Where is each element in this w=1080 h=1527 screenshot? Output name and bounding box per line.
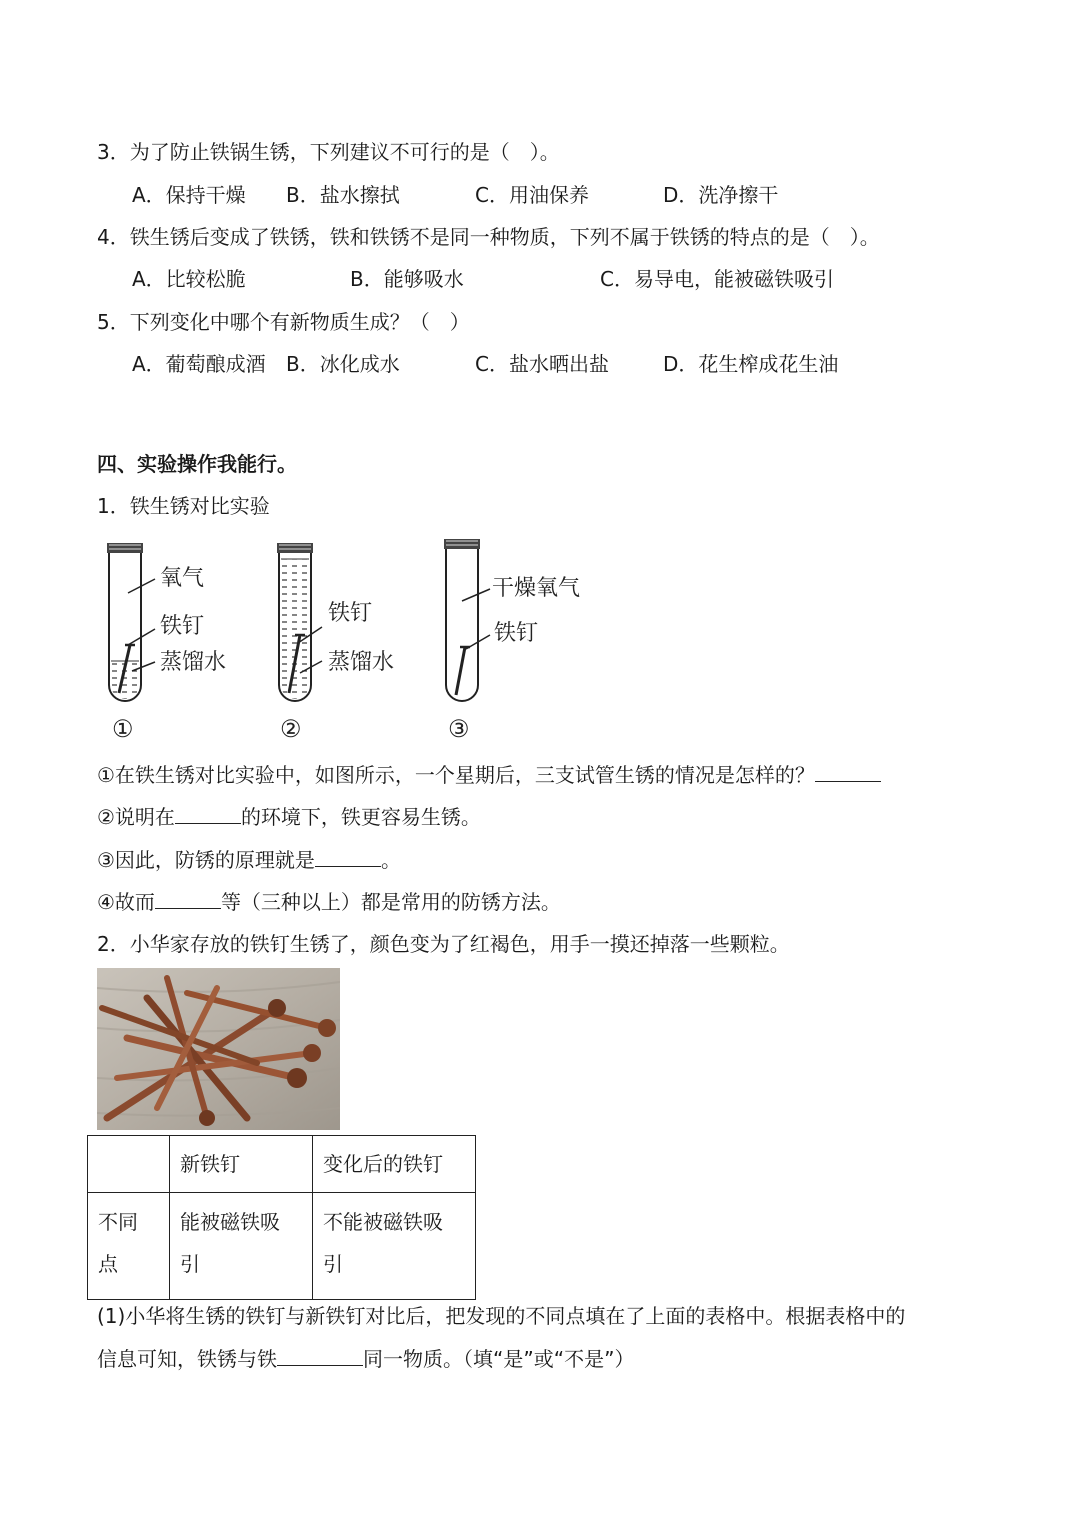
- question-3-stem: 3．为了防止铁锅生锈，下列建议不可行的是（ ）。: [97, 140, 560, 164]
- question-5-option-a: A．葡萄酿成酒: [132, 352, 266, 376]
- test-tube-diagram: [100, 535, 620, 745]
- question-3-option-c: C．用油保养: [475, 183, 589, 207]
- tube-1-number: ①: [112, 715, 134, 743]
- experiment-2-question-1-before: 信息可知，铁锈与铁: [97, 1347, 277, 1371]
- changed-nail-line-1: 不能被磁铁吸: [323, 1210, 443, 1234]
- experiment-1-question-4-after: 等（三种以上）都是常用的防锈方法。: [220, 890, 561, 914]
- table-row: [88, 1193, 476, 1300]
- question-4-option-c: C．易导电，能被磁铁吸引: [600, 267, 834, 291]
- answer-blank[interactable]: [175, 803, 241, 824]
- table-header-new-nail: 新铁钉: [170, 1136, 313, 1193]
- comparison-table: [87, 1135, 476, 1300]
- answer-blank[interactable]: [315, 846, 381, 867]
- answer-blank[interactable]: [277, 1345, 363, 1366]
- experiment-1-question-2: [97, 803, 481, 831]
- experiment-2-question-1-line-1: (1)小华将生锈的铁钉与新铁钉对比后，把发现的不同点填在了上面的表格中。根据表格中的: [97, 1304, 906, 1328]
- changed-nail-line-2: 引: [323, 1252, 343, 1276]
- experiment-1-question-4-before: ④故而: [97, 890, 155, 914]
- table-header-row: [88, 1136, 476, 1193]
- experiment-1-question-3-after: 。: [380, 848, 401, 872]
- tube-2-label-water: 蒸馏水: [328, 650, 395, 675]
- test-tube-1: [107, 543, 226, 743]
- question-5-option-c: C．盐水晒出盐: [475, 352, 609, 376]
- tube-3-number: ③: [448, 715, 470, 743]
- rusty-nails-photo: [97, 968, 340, 1130]
- table-cell-changed-nail: [313, 1193, 476, 1300]
- question-4-option-b: B．能够吸水: [350, 267, 464, 291]
- tube-2-label-nail: 铁钉: [328, 601, 373, 626]
- tube-3-label-nail: 铁钉: [494, 621, 539, 646]
- question-5-option-d: D．花生榨成花生油: [663, 352, 839, 376]
- tube-3-label-dry-oxygen: 干燥氧气: [492, 576, 581, 601]
- row-label-line-1: 不同: [98, 1210, 138, 1234]
- nail-3: [456, 647, 465, 695]
- question-4-stem: 4．铁生锈后变成了铁锈，铁和铁锈不是同一种物质，下列不属于铁锈的特点的是（ ）。: [97, 225, 880, 249]
- experiment-1-question-1: [97, 761, 881, 789]
- experiment-1-question-2-before: ②说明在: [97, 805, 175, 829]
- tube-1-label-nail: 铁钉: [160, 614, 205, 639]
- test-tube-2: [277, 543, 394, 743]
- new-nail-line-1: 能被磁铁吸: [180, 1210, 280, 1234]
- table-header-cell-empty: [88, 1136, 170, 1193]
- experiment-1-question-2-after: 的环境下，铁更容易生锈。: [240, 805, 481, 829]
- experiment-1-question-4: [97, 888, 561, 916]
- question-5-stem: 5．下列变化中哪个有新物质生成？（ ）: [97, 310, 470, 334]
- test-tube-3: [444, 539, 580, 743]
- tube-2-number: ②: [280, 715, 302, 743]
- answer-blank[interactable]: [815, 761, 881, 782]
- experiment-1-question-3: [97, 846, 401, 874]
- experiment-1-question-3-before: ③因此，防锈的原理就是: [97, 848, 315, 872]
- question-3-option-a: A．保持干燥: [132, 183, 246, 207]
- new-nail-line-2: 引: [180, 1252, 200, 1276]
- section-4-heading: 四、实验操作我能行。: [97, 452, 297, 476]
- table-cell-new-nail: [170, 1193, 313, 1300]
- table-header-changed-nail: 变化后的铁钉: [313, 1136, 476, 1193]
- table-row-label: [88, 1193, 170, 1300]
- row-label-line-2: 点: [98, 1252, 118, 1276]
- question-5-option-b: B．冰化成水: [286, 352, 400, 376]
- experiment-1-title: 1．铁生锈对比实验: [97, 494, 270, 518]
- tube-1-label-water: 蒸馏水: [160, 650, 227, 675]
- experiment-2-title: 2．小华家存放的铁钉生锈了，颜色变为了红褐色，用手一摸还掉落一些颗粒。: [97, 932, 790, 956]
- experiment-1-question-1-text: ①在铁生锈对比实验中，如图所示，一个星期后，三支试管生锈的情况是怎样的？: [97, 763, 815, 787]
- experiment-2-question-1-line-2: [97, 1345, 634, 1373]
- question-3-option-d: D．洗净擦干: [663, 183, 779, 207]
- question-3-option-b: B．盐水擦拭: [286, 183, 400, 207]
- experiment-2-question-1-after: 同一物质。（填“是”或“不是”）: [363, 1347, 635, 1371]
- tube-1-label-oxygen: 氧气: [160, 566, 205, 591]
- question-4-option-a: A．比较松脆: [132, 267, 246, 291]
- answer-blank[interactable]: [155, 888, 221, 909]
